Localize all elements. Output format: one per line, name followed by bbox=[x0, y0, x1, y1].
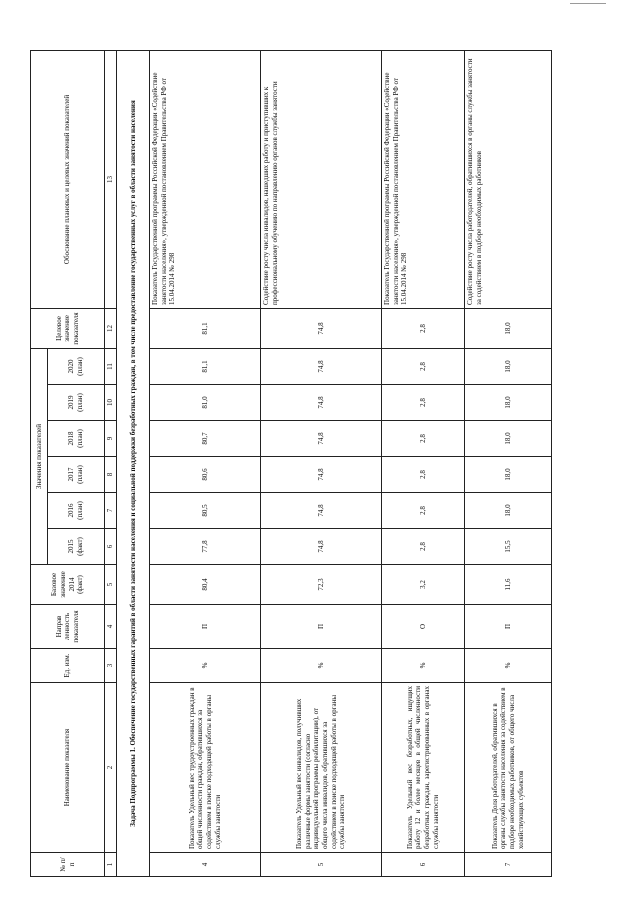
unit-cell: % bbox=[261, 649, 382, 683]
header-num: № п/п bbox=[31, 853, 105, 877]
indicator-name: Показатель Доля работодателей, обратившихся в органы службы занятости населения за содействием в подборе необходимых работников, от общего числа хозяйствующих субъектов bbox=[465, 683, 552, 853]
column-number: 9 bbox=[105, 421, 117, 457]
direction-cell: П bbox=[465, 605, 552, 649]
direction-cell: О bbox=[382, 605, 465, 649]
year-value: 2,8 bbox=[382, 385, 465, 421]
target-value: 2,8 bbox=[382, 308, 465, 348]
unit-cell: % bbox=[150, 649, 261, 683]
task-title: Задача Подпрограммы 1. Обеспечение государственных гарантий в области занятости населения и социальной поддержки безработных граждан, в том числе предоставление государственных услуг в области занятости населения bbox=[117, 50, 150, 876]
row-num: 6 bbox=[382, 853, 465, 877]
column-number: 7 bbox=[105, 493, 117, 529]
header-values-group: Значения показателей bbox=[31, 348, 48, 564]
direction-cell: П bbox=[150, 605, 261, 649]
header-year: 2020 (план) bbox=[48, 348, 105, 384]
justification: Показатель Государственной программы Российской Федерации «Содействие занятости населения», утвержденной постановлением Правительства РФ от 15.04.2014 № 298 bbox=[150, 50, 261, 308]
column-number: 10 bbox=[105, 385, 117, 421]
column-number: 2 bbox=[105, 683, 117, 853]
year-value: 74,8 bbox=[261, 529, 382, 565]
year-value: 81,0 bbox=[150, 385, 261, 421]
indicator-name: Показатель Удельный вес трудоустроенных граждан в общей численности граждан, обратившихся за содействием в поиске подходящей работы в органы службы занятости bbox=[150, 683, 261, 853]
year-value: 18,0 bbox=[465, 385, 552, 421]
unit-cell: % bbox=[382, 649, 465, 683]
row-num: 7 bbox=[465, 853, 552, 877]
year-value: 80,7 bbox=[150, 421, 261, 457]
header-unit: Ед. изм. bbox=[31, 649, 105, 683]
target-value: 74,8 bbox=[261, 308, 382, 348]
year-value: 74,8 bbox=[261, 457, 382, 493]
indicator-name: Показатель Удельный вес инвалидов, получивших различные формы занятости (согласно индивидуальной программы реабилитации), от общего числа инвалидов, обратившихся за содействием в поиске подходящей работы в органы службы занятости bbox=[261, 683, 382, 853]
indicator-name: Показатель Удельный вес безработных, ищущих работу 12 и более месяцев в общей численности безработных граждан, зарегистрированных в органах службы занятости bbox=[382, 683, 465, 853]
column-number: 11 bbox=[105, 348, 117, 384]
year-value: 2,8 bbox=[382, 421, 465, 457]
row-num: 4 bbox=[150, 853, 261, 877]
year-value: 81,1 bbox=[150, 348, 261, 384]
column-number: 4 bbox=[105, 605, 117, 649]
year-value: 18,0 bbox=[465, 421, 552, 457]
justification: Содействие росту числа работодателей, обратившихся в органы службы занятости за содействием в подборе необходимых работников bbox=[465, 50, 552, 308]
column-number: 6 bbox=[105, 529, 117, 565]
target-value: 18,0 bbox=[465, 308, 552, 348]
justification: Показатель Государственной программы Российской Федерации «Содействие занятости населения», утвержденной постановлением Правительства РФ от 15.04.2014 № 298 bbox=[382, 50, 465, 308]
table-row bbox=[465, 50, 552, 876]
column-number: 1 bbox=[105, 853, 117, 877]
header-year: 2019 (план) bbox=[48, 385, 105, 421]
table-row bbox=[150, 50, 261, 876]
header-base: Базовое значение 2014 (факт) bbox=[31, 565, 105, 605]
header-year: 2016 (план) bbox=[48, 493, 105, 529]
row-num: 5 bbox=[261, 853, 382, 877]
header-year: 2018 (план) bbox=[48, 421, 105, 457]
year-value: 15,5 bbox=[465, 529, 552, 565]
year-value: 2,8 bbox=[382, 493, 465, 529]
year-value: 18,0 bbox=[465, 457, 552, 493]
target-value: 81,1 bbox=[150, 308, 261, 348]
indicators-table bbox=[30, 50, 552, 877]
task-row bbox=[117, 50, 150, 876]
header-justification: Обоснование плановых и целевых значений показателей bbox=[31, 50, 105, 308]
year-value: 80,5 bbox=[150, 493, 261, 529]
justification: Содействие росту числа инвалидов, нашедших работу и приступивших к профессиональному обучению по направлению органов службы занятости bbox=[261, 50, 382, 308]
year-value: 74,8 bbox=[261, 493, 382, 529]
column-number: 12 bbox=[105, 308, 117, 348]
year-value: 2,8 bbox=[382, 529, 465, 565]
year-value: 18,0 bbox=[465, 493, 552, 529]
scan-mark bbox=[570, 3, 606, 4]
table-row bbox=[382, 50, 465, 876]
header-year: 2017 (план) bbox=[48, 457, 105, 493]
column-number: 5 bbox=[105, 565, 117, 605]
base-value: 11,6 bbox=[465, 565, 552, 605]
column-number: 3 bbox=[105, 649, 117, 683]
year-value: 74,8 bbox=[261, 348, 382, 384]
year-value: 74,8 bbox=[261, 385, 382, 421]
header-name: Наименование показателя bbox=[31, 683, 105, 853]
column-number: 8 bbox=[105, 457, 117, 493]
header-year: 2015 (факт) bbox=[48, 529, 105, 565]
year-value: 74,8 bbox=[261, 421, 382, 457]
year-value: 18,0 bbox=[465, 348, 552, 384]
year-value: 2,8 bbox=[382, 348, 465, 384]
column-numbers-row bbox=[105, 50, 117, 876]
year-value: 2,8 bbox=[382, 457, 465, 493]
direction-cell: П bbox=[261, 605, 382, 649]
rotated-document bbox=[0, 45, 600, 905]
unit-cell: % bbox=[465, 649, 552, 683]
base-value: 72,3 bbox=[261, 565, 382, 605]
base-value: 3,2 bbox=[382, 565, 465, 605]
header-direction: Направ ленность показателя bbox=[31, 605, 105, 649]
table-row bbox=[261, 50, 382, 876]
year-value: 77,8 bbox=[150, 529, 261, 565]
base-value: 80,4 bbox=[150, 565, 261, 605]
column-number: 13 bbox=[105, 50, 117, 308]
header-row-1 bbox=[31, 50, 48, 876]
year-value: 80,6 bbox=[150, 457, 261, 493]
header-target: Целевое значение показателя bbox=[31, 308, 105, 348]
